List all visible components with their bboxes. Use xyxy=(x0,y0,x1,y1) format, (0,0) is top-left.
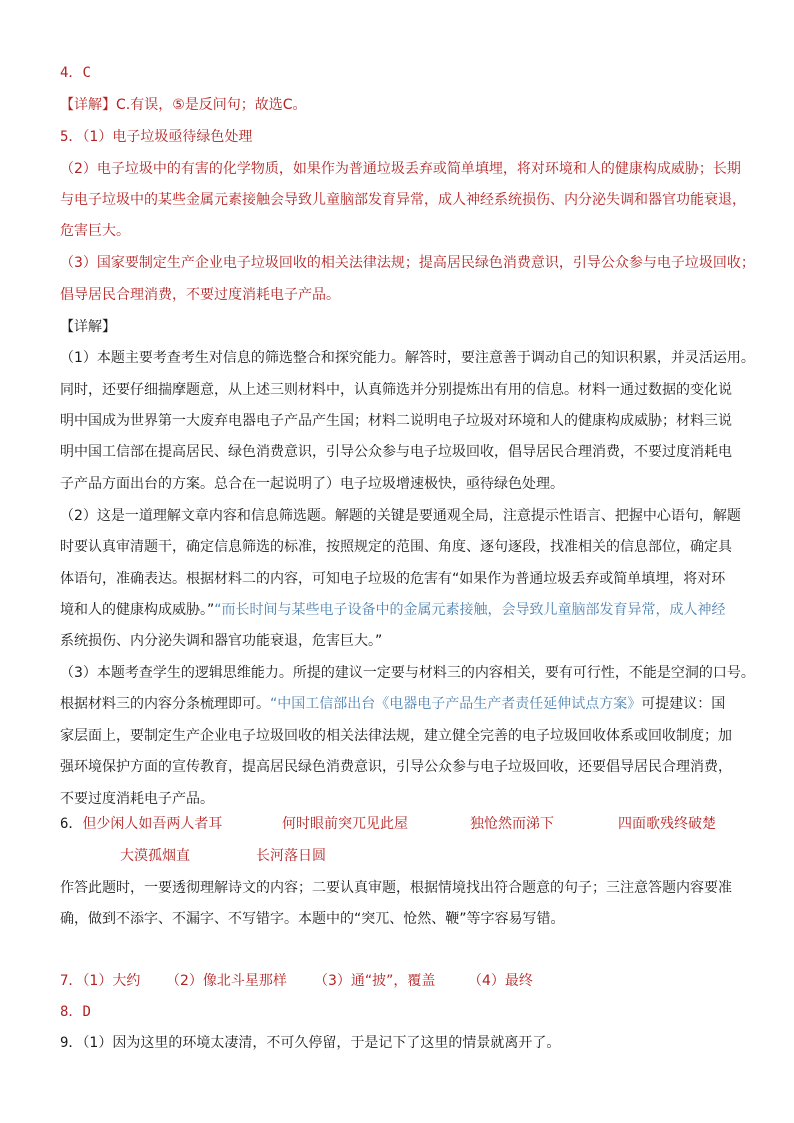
detail5-p2-line4: 境和人的健康构成威胁。”“而长时间与某些电子设备中的金属元素接触，会导致儿童脑部发育异常，成人神经 xyxy=(60,602,726,618)
q4-answer-line xyxy=(60,64,91,82)
q5-detail-tag: 【详解】 xyxy=(60,319,116,335)
q6-note-line2: 确，做到不添字、不漏字、不写错字。本题中的“突兀、怆然、鞭”等字容易写错。 xyxy=(60,911,565,927)
q5-answer-2-line2: 与电子垃圾中的某些金属元素接触会导致儿童脑部发育异常，成人神经系统损伤、内分泌失调和器官功能衰退， xyxy=(60,192,746,208)
q4-detail-text: C.有误，⑤是反问句；故选C。 xyxy=(116,97,307,113)
q6-note-line1: 作答此题时，一要透彻理解诗文的内容；二要认真审题，根据情境找出符合题意的句子；三注意答题内容要准 xyxy=(60,880,732,896)
q7-answer-2: （2）像北斗星那样 xyxy=(166,973,287,989)
q5-answer-2-line3: 危害巨大。 xyxy=(60,223,130,239)
q4-detail-line xyxy=(60,96,307,114)
q7-number: 7． xyxy=(60,973,83,989)
q7-line: 7．（1）大约 xyxy=(60,973,141,989)
detail5-p3-line1: （3）本题考查学生的逻辑思维能力。所提的建议一定要与材料三的内容相关，要有可行性，不能是空洞的口号。 xyxy=(60,665,755,681)
q4-number: 4． xyxy=(60,65,83,81)
q9-number: 9． xyxy=(60,1035,83,1051)
q6-answer-6: 长河落日圆 xyxy=(256,848,326,864)
detail5-p1-line3: 明中国成为世界第一大废弃电器电子产品产生国；材料二说明电子垃圾对环境和人的健康构成威胁；材料三说 xyxy=(60,413,732,429)
detail5-p2-line2: 时要认真审清题干，确定信息筛选的标准，按照规定的范围、角度、逐句逐段，找准相关的信息部位，确定具 xyxy=(60,539,732,555)
detail5-p3-line4: 强环境保护方面的宣传教育，提高居民绿色消费意识，引导公众参与电子垃圾回收，还要倡导居民合理消费， xyxy=(60,759,732,775)
q6-answer-2: 何时眼前突兀见此屋 xyxy=(282,816,408,832)
detail5-p1-line4: 明中国工信部在提高居民、绿色消费意识，引导公众参与电子垃圾回收，倡导居民合理消费，不要过度消耗电 xyxy=(60,444,732,460)
q5-answer-1: 5．（1）电子垃圾亟待绿色处理 xyxy=(60,129,253,145)
detail5-p2-line1: （2）这是一道理解文章内容和信息筛选题。解题的关键是要通观全局，注意提示性语言、把握中心语句，解题 xyxy=(60,508,741,524)
quoted-material: “中国工信部出台《电器电子产品生产者责任延伸试点方案》 xyxy=(270,696,642,712)
detail5-p1-line1: （1）本题主要考查考生对信息的筛选整合和探究能力。解答时，要注意善于调动自己的知识积累，并灵活运用。 xyxy=(60,350,755,366)
q6-answer-1: 但少闲人如吾两人者耳 xyxy=(82,816,223,832)
q6-line1 xyxy=(60,815,222,833)
q6-answer-3: 独怆然而涕下 xyxy=(470,816,554,832)
q6-answer-5: 大漠孤烟直 xyxy=(120,848,190,864)
q6-number: 6． xyxy=(60,816,83,832)
detail-tag: 【详解】 xyxy=(60,97,116,113)
q4-answer: C xyxy=(82,65,91,81)
detail5-p3-line2: 根据材料三的内容分条梳理即可。“中国工信部出台《电器电子产品生产者责任延伸试点方案》可提建议：国 xyxy=(60,696,726,712)
detail5-p1-line5: 子产品方面出台的方案。总合在一起说明了）电子垃圾增速极快，亟待绿色处理。 xyxy=(60,476,564,492)
q8-answer: D xyxy=(82,1004,91,1020)
q6-answer-4: 四面歌残终破楚 xyxy=(618,816,716,832)
detail5-p3-line3: 家层面上，要制定生产企业电子垃圾回收的相关法律法规，建立健全完善的电子垃圾回收体系或回收制度；加 xyxy=(60,728,732,744)
q5-answer-3-line2: 倡导居民合理消费，不要过度消耗电子产品。 xyxy=(60,287,340,303)
detail5-p2-line5: 系统损伤、内分泌失调和器官功能衰退，危害巨大。” xyxy=(60,633,383,649)
q9-line: 9．（1）因为这里的环境太凄清，不可久停留，于是记下了这里的情景就离开了。 xyxy=(60,1035,561,1051)
detail5-p2-line3: 体语句，准确表达。根据材料二的内容，可知电子垃圾的危害有“如果作为普通垃圾丢弃或简单填埋，将对环 xyxy=(60,571,726,587)
q8-line xyxy=(60,1003,91,1021)
detail5-p3-line5: 不要过度消耗电子产品。 xyxy=(60,791,214,807)
q5-number: 5． xyxy=(60,129,83,145)
q7-answer-4: （4）最终 xyxy=(468,973,533,989)
quoted-material: “而长时间与某些电子设备中的金属元素接触，会导致儿童脑部发育异常，成人神经 xyxy=(214,602,726,618)
q8-number: 8． xyxy=(60,1004,83,1020)
q5-answer-2-line1: （2）电子垃圾中的有害的化学物质，如果作为普通垃圾丢弃或简单填埋，将对环境和人的健康构成威胁；长期 xyxy=(60,161,741,177)
detail5-p1-line2: 同时，还要仔细揣摩题意，从上述三则材料中，认真筛选并分别提炼出有用的信息。材料一通过数据的变化说 xyxy=(60,382,732,398)
q5-answer-3-line1: （3）国家要制定生产企业电子垃圾回收的相关法律法规；提高居民绿色消费意识，引导公众参与电子垃圾回收； xyxy=(60,255,755,271)
q7-answer-3: （3）通“披”，覆盖 xyxy=(314,973,436,989)
